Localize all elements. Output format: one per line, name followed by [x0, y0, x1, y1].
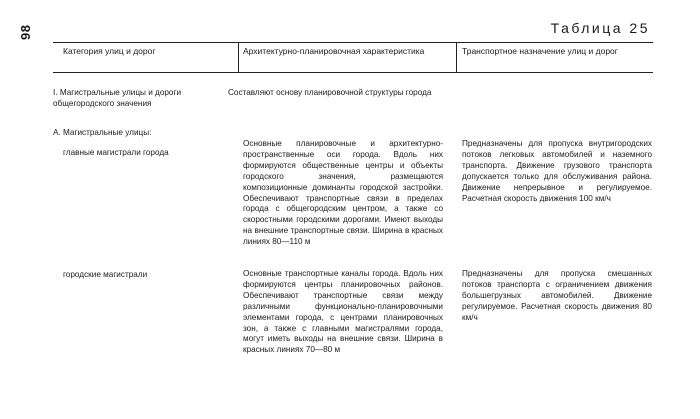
row2-category: городские магистрали: [63, 270, 148, 279]
header-divider-2: [456, 42, 457, 72]
section1-category: I. Магистральные улицы и дороги общегородского значения: [53, 88, 182, 108]
header-transport: Транспортное назначение улиц и дорог: [462, 46, 618, 56]
row1-architecture: Основные планировочные и архитектурно-пространственные оси города. Вдоль них формируются общественные центры и объекты городского значения, размещаются композиционные доминанты городской застройки. Обеспечивают транспортные связи в пределах города с общегородским центром, а также со скоростными городскими дорогами. Имеют выходы на внешние транспортные связи. Ширина в красных линиях 80—110 м: [243, 139, 443, 247]
header-category: Категория улиц и дорог: [63, 46, 156, 56]
row2-architecture: Основные транспортные каналы города. Вдоль них формируются центры планировочных районов. Обеспечивают транспортные связи между различными функционально-планировочными элементами города, с центрами планировочных зон, а также с главными магистралями города, могут иметь выходы на внешние связи. Ширина в красных линиях 70—80 м: [243, 269, 443, 355]
row1-transport: Предназначены для пропуска внутригородских потоков легковых автомобилей и наземного транспорта. Движение грузового транспорта допускается только для обслуживания района. Движение непрерывное и регулируемое. Расчетная скорость движения 100 км/ч: [462, 139, 652, 203]
header-top-rule: [53, 42, 653, 43]
row1-category: главные магистрали города: [63, 148, 169, 157]
header-divider-1: [238, 42, 239, 72]
section1-description: Составляют основу планировочной структуры города: [228, 88, 432, 97]
subsection-a-title: А. Магистральные улицы:: [53, 128, 152, 137]
header-bottom-rule: [53, 72, 653, 73]
page-number: 98: [18, 24, 33, 40]
row2-transport: Предназначены для пропуска смешанных потоков транспорта с ограничением движения большегрузных автомобилей. Движение регулируемое. Расчетная скорость движения 80 км/ч: [462, 269, 652, 322]
table-title: Таблица 25: [550, 20, 650, 36]
header-architecture: Архитектурно-планировочная характеристика: [243, 46, 425, 56]
